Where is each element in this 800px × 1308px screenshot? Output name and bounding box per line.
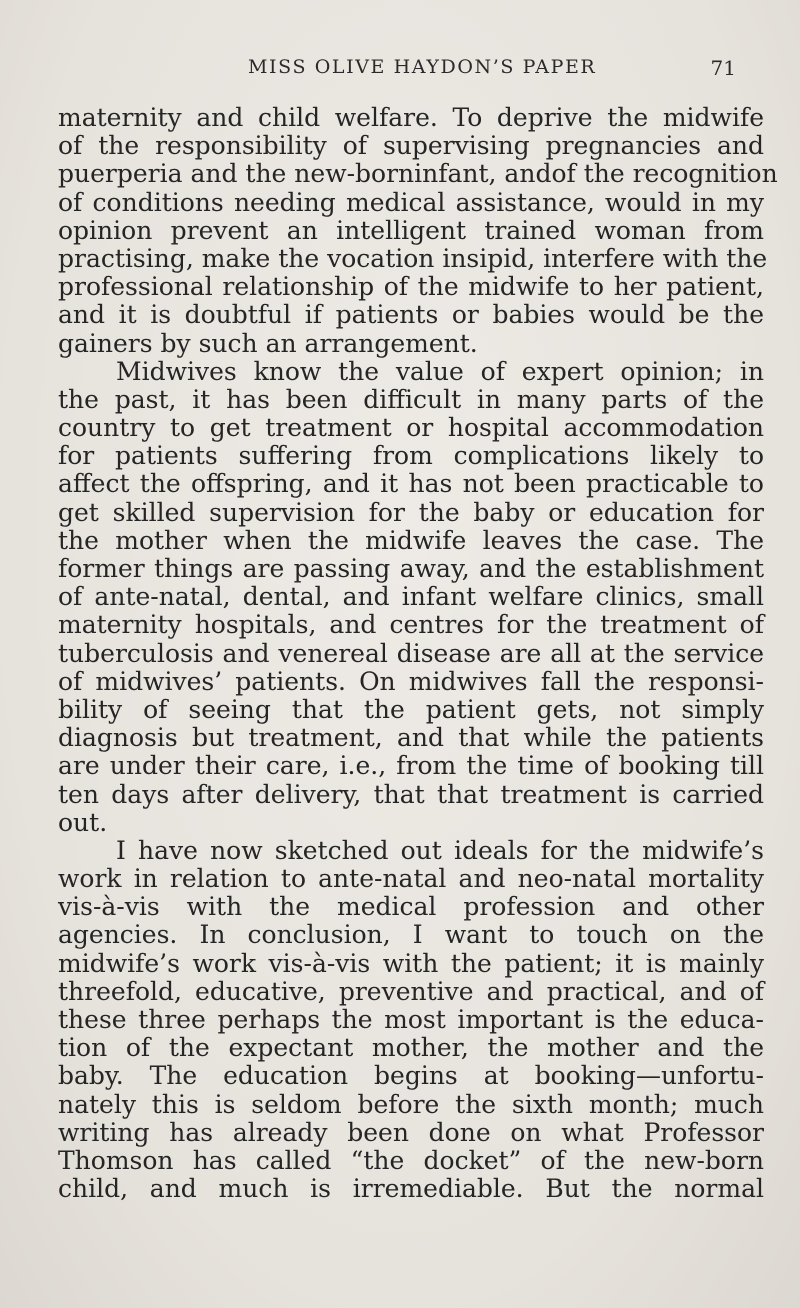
text-line: of midwives’ patients. On midwives fall the responsi- — [58, 666, 764, 696]
text-line: midwife’s work vis-à-vis with the patient; it is mainly — [58, 948, 764, 978]
text-line: of conditions needing medical assistance, would in my — [58, 187, 764, 217]
text-line: these three perhaps the most important is the educa- — [58, 1005, 764, 1034]
text-line: nately this is seldom before the sixth month; much — [58, 1089, 764, 1119]
text-line: out. — [58, 807, 108, 837]
text-line: of ante-natal, dental, and infant welfare clinics, small — [58, 582, 764, 612]
text-line: the past, it has been difficult in many parts of the — [58, 384, 764, 414]
text-line: ten days after delivery, that that treatment is carried — [58, 779, 764, 809]
text-line: work in relation to ante-natal and neo-natal mortality — [58, 864, 764, 894]
text-line: get skilled supervision for the baby or education for — [58, 497, 764, 527]
text-line: Thomson has called “the docket” of the new-born — [58, 1145, 764, 1175]
text-line: for patients suffering from complications likely to — [58, 441, 764, 471]
text-line: I have now sketched out ideals for the midwife’s — [116, 835, 764, 865]
paragraph-3 — [58, 837, 764, 1203]
text-line: child, and much is irremediable. But the normal — [58, 1174, 764, 1204]
text-line: diagnosis but treatment, and that while the patients — [58, 723, 764, 753]
text-line: maternity hospitals, and centres for the treatment of — [58, 610, 764, 640]
text-line: the mother when the midwife leaves the case. The — [58, 525, 764, 555]
paragraph-2 — [58, 358, 764, 837]
paragraph-1 — [58, 103, 778, 358]
running-head — [0, 46, 800, 86]
text-line: vis-à-vis with the medical profession and other — [58, 892, 764, 922]
text-line: threefold, educative, preventive and practical, and of — [58, 976, 764, 1006]
text-line: practising, make the vocation insipid, interfere with the — [58, 243, 768, 273]
text-line: agencies. In conclusion, I want to touch on the — [58, 920, 764, 950]
text-line: writing has already been done on what Professor — [58, 1117, 764, 1147]
page-number: 71 — [710, 56, 736, 80]
text-line: are under their care, i.e., from the time of booking till — [58, 751, 764, 781]
text-line: Midwives know the value of expert opinion; in — [116, 356, 764, 386]
text-line: of the responsibility of supervising pregnancies and — [58, 131, 764, 161]
text-line: tion of the expectant mother, the mother and the — [58, 1033, 764, 1063]
text-line: professional relationship of the midwife to her patient, — [58, 272, 764, 302]
text-line: gainers by such an arrangement. — [58, 328, 478, 358]
text-line: former things are passing away, and the establishment — [58, 554, 764, 583]
text-line: tuberculosis and venereal disease are all at the service — [58, 638, 764, 668]
text-line: maternity and child welfare. To deprive the midwife — [58, 103, 764, 132]
text-line: baby. The education begins at booking—unfortu- — [58, 1061, 764, 1091]
running-title: MISS OLIVE HAYDON’S PAPER — [248, 56, 597, 78]
text-line: and it is doubtful if patients or babies would be the — [58, 300, 764, 330]
body-text — [58, 103, 778, 1204]
text-line: bility of seeing that the patient gets, not simply — [58, 694, 764, 724]
text-line: affect the offspring, and it has not been practicable to — [58, 469, 764, 499]
text-line: opinion prevent an intelligent trained woman from — [58, 215, 764, 245]
text-line: country to get treatment or hospital accommodation — [58, 413, 764, 443]
text-line: puerperia and the new-borninfant, andof the recognition — [58, 159, 778, 189]
